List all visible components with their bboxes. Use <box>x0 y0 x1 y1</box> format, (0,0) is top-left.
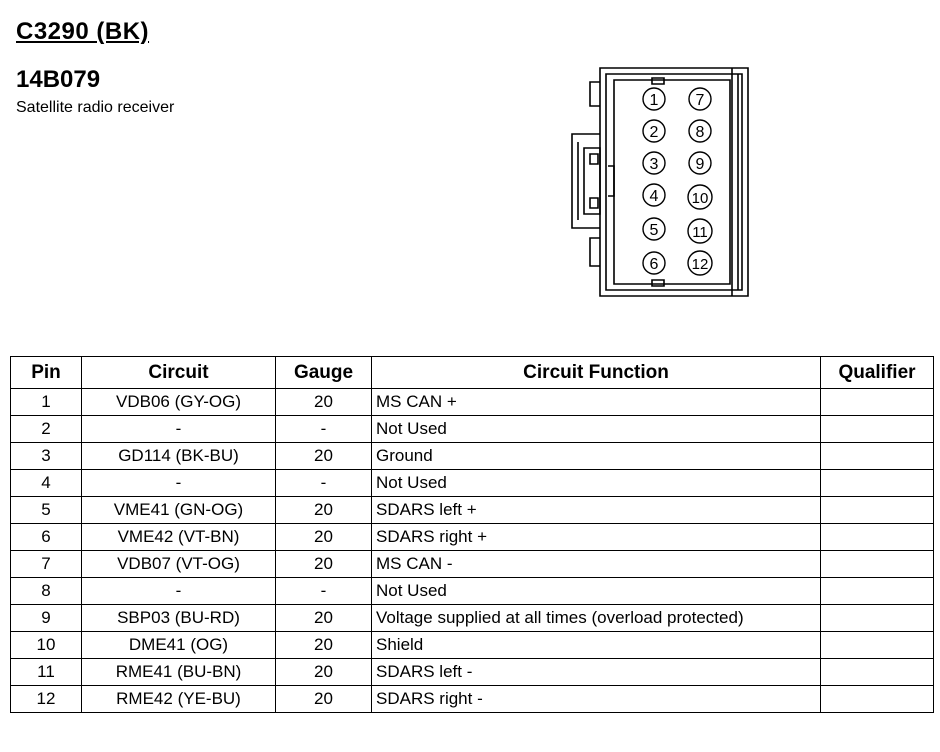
pin-number-label: 6 <box>649 256 659 273</box>
table-row <box>11 470 934 497</box>
circuit-cell: RME42 (YE-BU) <box>82 686 276 713</box>
function-cell: SDARS right - <box>372 686 821 713</box>
pin-cell: 6 <box>11 524 82 551</box>
qualifier-cell <box>821 578 934 605</box>
pin-cell: 10 <box>11 632 82 659</box>
connector-title: C3290 (BK) <box>16 18 150 45</box>
qualifier-cell <box>821 470 934 497</box>
table-row <box>11 389 934 416</box>
part-number: 14B079 <box>16 66 101 93</box>
function-cell: Not Used <box>372 470 821 497</box>
pin-number-label: 4 <box>649 188 659 205</box>
circuit-cell: RME41 (BU-BN) <box>82 659 276 686</box>
connector-face-diagram <box>562 62 762 302</box>
circuit-cell: GD114 (BK-BU) <box>82 443 276 470</box>
qualifier-cell <box>821 443 934 470</box>
pin-cell: 8 <box>11 578 82 605</box>
table-row <box>11 443 934 470</box>
pin-cell: 2 <box>11 416 82 443</box>
pin-cell: 11 <box>11 659 82 686</box>
qualifier-cell <box>821 524 934 551</box>
circuit-cell: VME41 (GN-OG) <box>82 497 276 524</box>
function-cell: Not Used <box>372 578 821 605</box>
pin-number-label: 3 <box>649 156 659 173</box>
gauge-cell: 20 <box>276 524 372 551</box>
gauge-cell: 20 <box>276 632 372 659</box>
qualifier-cell <box>821 659 934 686</box>
function-cell: MS CAN - <box>372 551 821 578</box>
part-description: Satellite radio receiver <box>16 99 175 116</box>
pin-cell: 5 <box>11 497 82 524</box>
table-header-row <box>11 357 934 389</box>
pin-number-label: 8 <box>695 124 705 141</box>
qualifier-cell <box>821 605 934 632</box>
function-cell: Shield <box>372 632 821 659</box>
pin-number-label: 2 <box>649 124 659 141</box>
table-row <box>11 578 934 605</box>
qualifier-cell <box>821 416 934 443</box>
qualifier-cell <box>821 389 934 416</box>
pinout-table <box>10 356 934 713</box>
function-cell: SDARS left - <box>372 659 821 686</box>
gauge-cell: 20 <box>276 605 372 632</box>
pin-number-label: 7 <box>695 92 705 109</box>
pin-cell: 9 <box>11 605 82 632</box>
function-cell: SDARS right + <box>372 524 821 551</box>
pin-cavities-right <box>688 88 712 275</box>
gauge-cell: - <box>276 470 372 497</box>
pin-cell: 12 <box>11 686 82 713</box>
gauge-cell: 20 <box>276 389 372 416</box>
table-row <box>11 605 934 632</box>
pin-cell: 4 <box>11 470 82 497</box>
table-row <box>11 632 934 659</box>
circuit-cell: VDB06 (GY-OG) <box>82 389 276 416</box>
table-row <box>11 659 934 686</box>
pin-number-label: 11 <box>692 224 708 241</box>
pin-number-label: 10 <box>691 190 709 207</box>
pin-cavities-left <box>643 88 665 274</box>
column-header-pin: Pin <box>11 357 82 389</box>
table-row <box>11 497 934 524</box>
pin-cell: 1 <box>11 389 82 416</box>
column-header-circuit: Circuit <box>82 357 276 389</box>
qualifier-cell <box>821 686 934 713</box>
gauge-cell: 20 <box>276 551 372 578</box>
column-header-gauge: Gauge <box>276 357 372 389</box>
table-row <box>11 524 934 551</box>
gauge-cell: - <box>276 416 372 443</box>
pin-number-label: 12 <box>691 256 709 273</box>
table-row <box>11 551 934 578</box>
gauge-cell: 20 <box>276 686 372 713</box>
circuit-cell: - <box>82 416 276 443</box>
circuit-cell: SBP03 (BU-RD) <box>82 605 276 632</box>
table-row <box>11 416 934 443</box>
function-cell: SDARS left + <box>372 497 821 524</box>
column-header-qualifier: Qualifier <box>821 357 934 389</box>
circuit-cell: - <box>82 470 276 497</box>
table-row <box>11 686 934 713</box>
circuit-cell: DME41 (OG) <box>82 632 276 659</box>
circuit-cell: VME42 (VT-BN) <box>82 524 276 551</box>
function-cell: MS CAN + <box>372 389 821 416</box>
gauge-cell: 20 <box>276 659 372 686</box>
column-header-circuit-function: Circuit Function <box>372 357 821 389</box>
qualifier-cell <box>821 497 934 524</box>
qualifier-cell <box>821 551 934 578</box>
gauge-cell: - <box>276 578 372 605</box>
function-cell: Not Used <box>372 416 821 443</box>
function-cell: Voltage supplied at all times (overload protected) <box>372 605 821 632</box>
pin-number-label: 5 <box>649 222 659 239</box>
pin-number-label: 1 <box>649 92 659 109</box>
circuit-cell: VDB07 (VT-OG) <box>82 551 276 578</box>
pin-number-label: 9 <box>695 156 705 173</box>
pin-cell: 7 <box>11 551 82 578</box>
function-cell: Ground <box>372 443 821 470</box>
gauge-cell: 20 <box>276 497 372 524</box>
qualifier-cell <box>821 632 934 659</box>
pin-cell: 3 <box>11 443 82 470</box>
gauge-cell: 20 <box>276 443 372 470</box>
circuit-cell: - <box>82 578 276 605</box>
